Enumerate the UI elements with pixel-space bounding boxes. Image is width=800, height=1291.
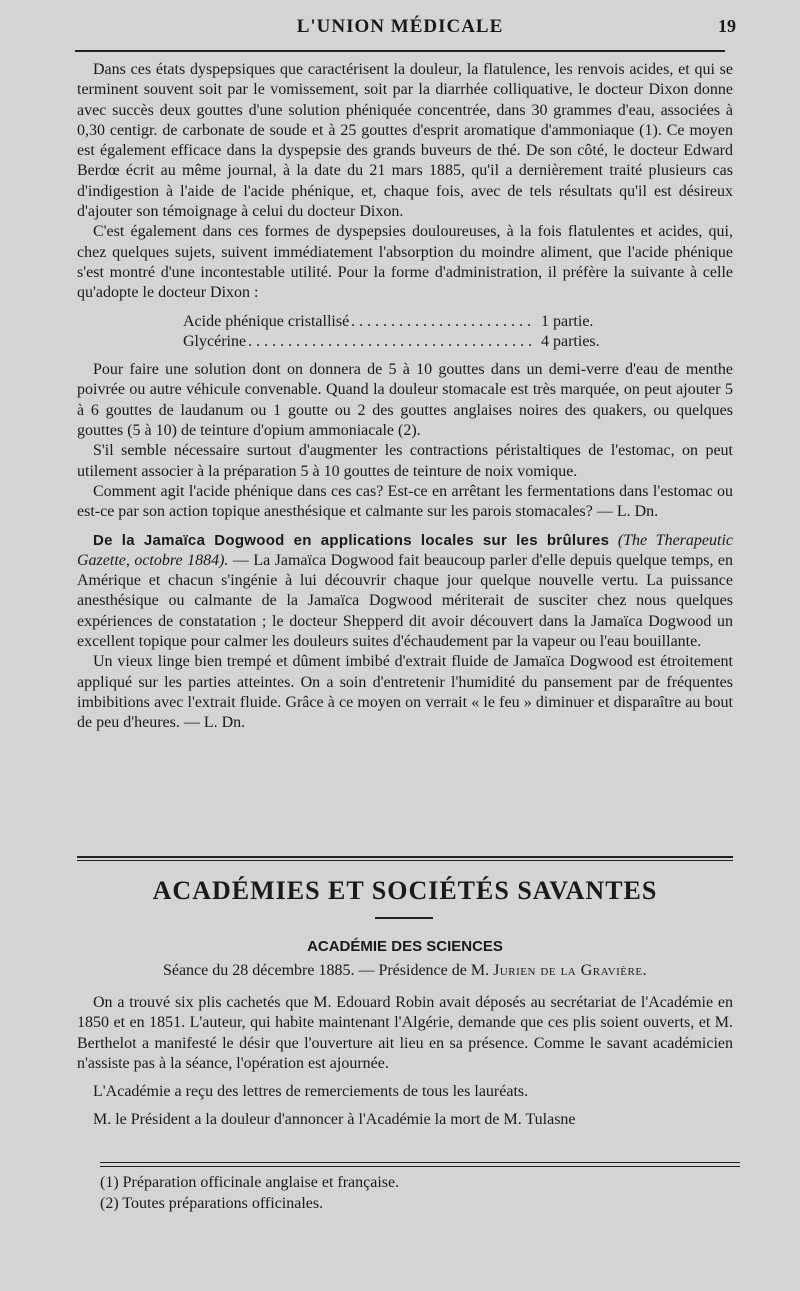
prescription-row bbox=[183, 332, 623, 352]
prescription bbox=[183, 312, 623, 353]
footnote-rule bbox=[100, 1166, 740, 1167]
footnote: (1) Préparation officinale anglaise et française. bbox=[100, 1174, 400, 1191]
seance-prefix: Séance du 28 décembre 1885. — Présidence de M. bbox=[162, 962, 494, 979]
footnote-rule bbox=[100, 1162, 740, 1163]
journal-title: L'UNION MÉDICALE bbox=[296, 16, 504, 37]
ingredient-qty: 4 parties. bbox=[541, 332, 600, 350]
header-rule bbox=[75, 50, 725, 52]
running-header bbox=[60, 16, 740, 44]
paragraph: On a trouvé six plis cachetés que M. Edouard Robin avait déposés au secrétariat de l'Académie en 1850 et en 1851. L'auteur, qui habite maintenant l'Algérie, demande que ces plis soient ouverts, et M. Berthelot a manifesté le désir que l'ouverture ait lieu en sa présence. Comme le savant académicien n'assiste pas à la séance, l'opération est ajournée. bbox=[77, 994, 733, 1072]
article-text: — La Jamaïca Dogwood fait beaucoup parler d'elle depuis quelque temps, en Amérique et chacun s'ingénie à lui découvrir chaque jour quelque nouvelle vertu. La puissance anesthésique ou calmante de la Jamaïca Dogwood mériterait de susciter chez nous quelques expériences de constatation ; le docteur Shepperd dit avoir découvert dans la Jamaïca Dogwood un excellent topique pour calmer les douleurs suites d'échaudement par la vapeur ou l'eau bouillante. bbox=[77, 551, 734, 651]
ingredient-name: Acide phénique cristallisé bbox=[183, 312, 350, 330]
prescription-row bbox=[183, 312, 623, 332]
section-rule bbox=[77, 856, 733, 861]
paragraph: Comment agit l'acide phénique dans ces cas? Est-ce en arrêtant les fermentations dans l'estomac ou est-ce par son action topique anesthésique et calmante sur les parois stomacales? — L. Dn. bbox=[77, 482, 733, 521]
main-text bbox=[77, 60, 733, 734]
title-underline bbox=[375, 917, 433, 919]
ingredient-qty: 1 partie. bbox=[541, 312, 594, 330]
paragraph: S'il semble nécessaire surtout d'augmenter les contractions péristaltiques de l'estomac, on peut utilement associer à la préparation 5 à 10 gouttes de teinture de noix vomique. bbox=[77, 442, 733, 480]
section-subhead: ACADÉMIE DES SCIENCES bbox=[307, 938, 503, 955]
footnote: (2) Toutes préparations officinales. bbox=[100, 1195, 324, 1212]
ingredient-name: Glycérine bbox=[183, 332, 247, 350]
page-number: 19 bbox=[718, 16, 736, 36]
section-text bbox=[77, 993, 733, 1139]
article-paragraph: Un vieux linge bien trempé et dûment imbibé d'extrait fluide de Jamaïca Dogwood est étroitement appliqué sur les parties atteintes. On a soin d'entretenir l'humidité du pansement par de fréquentes imbibitions avec l'extrait fluide. Grâce à ce moyen on verrait « le feu » diminuer et disparaître au bout de peu d'heures. — L. Dn. bbox=[77, 653, 733, 732]
paragraph: Dans ces états dyspepsiques que caractérisent la douleur, la flatulence, les renvois acides, et qui se terminent souvent soit par le vomissement, soit par la diarrhée colliquative, le docteur Dixon donne avec succès deux gouttes d'une solution phéniquée concentrée, dans 30 grammes d'eau, associées à 0,30 centigr. de carbonate de soude et à 25 gouttes d'esprit aromatique d'ammoniaque (1). Ce moyen est également efficace dans la dyspepsie des grands buveurs de thé. De son côté, le docteur Edward Berdœ écrit au même journal, à la date du 21 mars 1885, qu'il a dernièrement traité plusieurs cas d'indigestion à l'aide de l'acide phénique, et, chaque fois, avec de tels résultats qu'il est désireux d'ajouter son témoignage à celui du docteur Dixon. bbox=[77, 61, 733, 221]
president-name: Jurien de la Gravière. bbox=[493, 962, 648, 979]
seance-line bbox=[77, 962, 733, 980]
paragraph: Pour faire une solution dont on donnera de 5 à 10 gouttes dans un demi-verre d'eau de menthe poivrée ou autre véhicule convenable. Quand la douleur stomacale est très marquée, on peut ajouter 5 à 6 gouttes de laudanum ou 1 goutte ou 2 des gouttes anglaises noires des quakers, ou quelques gouttes (5 à 10) de teinture d'opium ammoniacale (2). bbox=[77, 361, 733, 440]
section-title: ACADÉMIES ET SOCIÉTÉS SAVANTES bbox=[152, 876, 658, 905]
article-jamaica-dogwood bbox=[77, 531, 733, 734]
paragraph: M. le Président a la douleur d'annoncer à l'Académie la mort de M. Tulasne bbox=[93, 1111, 576, 1129]
footnotes bbox=[100, 1172, 740, 1214]
article-paragraph bbox=[77, 531, 733, 653]
leader-dots bbox=[246, 332, 533, 352]
paragraph: C'est également dans ces formes de dyspepsies douloureuses, à la fois flatulentes et acides, qui, chez quelques sujets, suivent immédiatement l'absorption du moindre aliment, que l'acide phénique s'est montré d'une incontestable utilité. Pour la forme d'administration, il préfère la suivante à celle qu'adopte le docteur Dixon : bbox=[77, 223, 733, 302]
article-heading: De la Jamaïca Dogwood en applications locales sur les brûlures bbox=[93, 531, 610, 549]
leader-dots bbox=[349, 312, 533, 332]
article-source: (The Therapeutic Gazette, octobre 1884). bbox=[77, 531, 733, 569]
paragraph: L'Académie a reçu des lettres de remerciements de tous les lauréats. bbox=[93, 1083, 529, 1101]
